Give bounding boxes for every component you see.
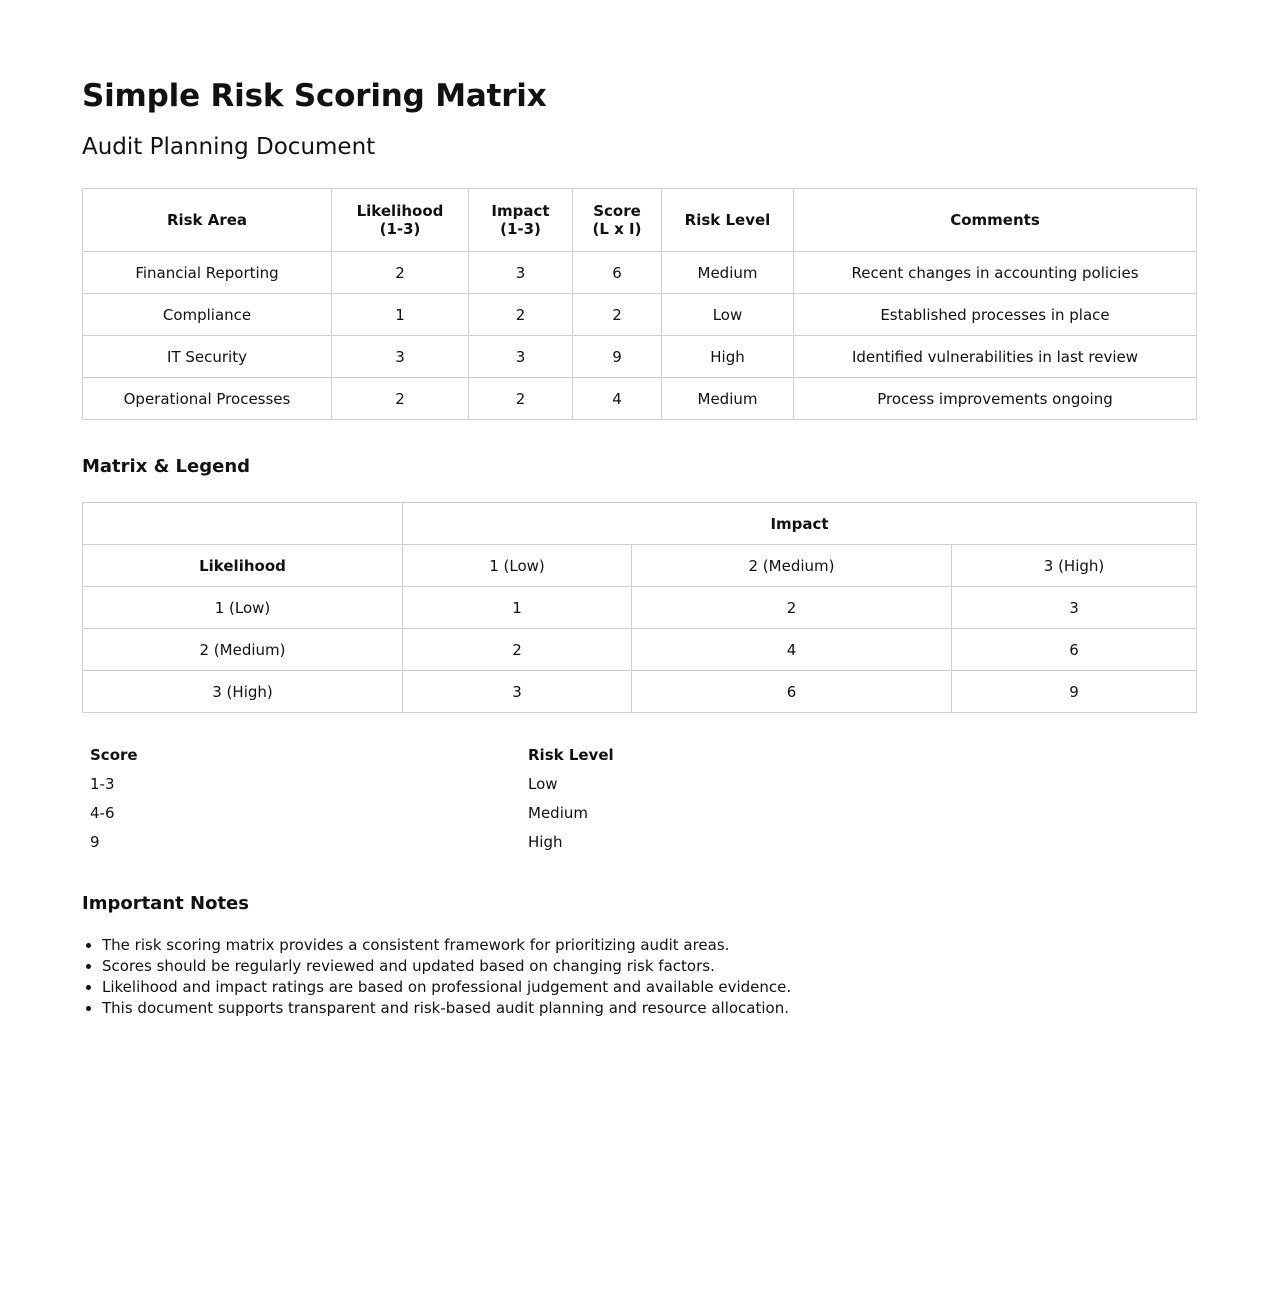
- table-row: [83, 252, 1197, 294]
- cell-comment: Process improvements ongoing: [794, 378, 1197, 420]
- cell-likelihood: 2: [332, 378, 469, 420]
- legend-score: 1-3: [90, 775, 115, 793]
- header-likelihood-line1: Likelihood: [356, 202, 444, 220]
- cell-impact: 2: [469, 378, 573, 420]
- cell-impact: 2: [469, 294, 573, 336]
- notes-title: Important Notes: [82, 893, 249, 914]
- cell-score: 6: [573, 252, 662, 294]
- matrix-likelihood-header: Likelihood: [83, 545, 403, 587]
- matrix-cell: 3: [952, 587, 1197, 629]
- table-row: [83, 294, 1197, 336]
- matrix-column-header-row: [83, 545, 1197, 587]
- header-score: [573, 189, 662, 252]
- matrix-cell: 2: [403, 629, 632, 671]
- matrix-cell: 4: [632, 629, 952, 671]
- header-comments: Comments: [794, 189, 1197, 252]
- cell-score: 9: [573, 336, 662, 378]
- legend-level: High: [528, 833, 563, 851]
- cell-risk-level: High: [662, 336, 794, 378]
- header-impact: [469, 189, 573, 252]
- cell-score: 2: [573, 294, 662, 336]
- matrix-cell: 1: [403, 587, 632, 629]
- risk-table: [82, 188, 1197, 420]
- legend-level: Medium: [528, 804, 588, 822]
- risk-matrix-table: [82, 502, 1197, 713]
- header-impact-line1: Impact: [491, 202, 550, 220]
- page-title: Simple Risk Scoring Matrix: [82, 78, 547, 114]
- cell-comment: Recent changes in accounting policies: [794, 252, 1197, 294]
- legend-score-header: Score: [90, 746, 138, 764]
- matrix-cell: 6: [632, 671, 952, 713]
- matrix-row: [83, 671, 1197, 713]
- table-row: [83, 336, 1197, 378]
- matrix-row-label: 3 (High): [83, 671, 403, 713]
- list-item: • Scores should be regularly reviewed and updated based on changing risk factors.: [102, 956, 1196, 977]
- score-legend: [82, 741, 1196, 857]
- list-item: • Likelihood and impact ratings are based on professional judgement and available evidence.: [102, 977, 1196, 998]
- page-subtitle: Audit Planning Document: [82, 134, 376, 160]
- header-score-line1: Score: [593, 202, 641, 220]
- cell-risk-level: Medium: [662, 252, 794, 294]
- cell-risk-area: Financial Reporting: [83, 252, 332, 294]
- list-item: • This document supports transparent and risk-based audit planning and resource allocation.: [102, 998, 1196, 1019]
- cell-risk-area: Compliance: [83, 294, 332, 336]
- header-score-line2: (L x I): [592, 220, 642, 238]
- matrix-impact-header-row: [83, 503, 1197, 545]
- header-likelihood: [332, 189, 469, 252]
- cell-impact: 3: [469, 336, 573, 378]
- risk-table-header-row: [83, 189, 1197, 252]
- matrix-cell: 9: [952, 671, 1197, 713]
- matrix-section-title: Matrix & Legend: [82, 456, 251, 477]
- cell-risk-area: IT Security: [83, 336, 332, 378]
- legend-score: 9: [90, 833, 100, 851]
- matrix-cell: 3: [403, 671, 632, 713]
- matrix-row-label: 1 (Low): [83, 587, 403, 629]
- matrix-corner-cell: [83, 503, 403, 545]
- legend-level: Low: [528, 775, 558, 793]
- cell-score: 4: [573, 378, 662, 420]
- matrix-impact-col-low: 1 (Low): [403, 545, 632, 587]
- cell-comment: Identified vulnerabilities in last review: [794, 336, 1197, 378]
- matrix-row: [83, 587, 1197, 629]
- matrix-row: [83, 629, 1197, 671]
- header-impact-line2: (1-3): [500, 220, 541, 238]
- cell-risk-area: Operational Processes: [83, 378, 332, 420]
- matrix-impact-header: Impact: [403, 503, 1197, 545]
- cell-comment: Established processes in place: [794, 294, 1197, 336]
- list-item: • The risk scoring matrix provides a consistent framework for prioritizing audit areas.: [102, 935, 1196, 956]
- cell-impact: 3: [469, 252, 573, 294]
- header-likelihood-line2: (1-3): [379, 220, 421, 238]
- cell-risk-level: Medium: [662, 378, 794, 420]
- matrix-impact-col-high: 3 (High): [952, 545, 1197, 587]
- cell-likelihood: 2: [332, 252, 469, 294]
- cell-risk-level: Low: [662, 294, 794, 336]
- legend-level-header: Risk Level: [528, 746, 614, 764]
- header-risk-level: Risk Level: [662, 189, 794, 252]
- matrix-impact-col-medium: 2 (Medium): [632, 545, 952, 587]
- notes-list: [82, 935, 1196, 1019]
- header-risk-area: Risk Area: [83, 189, 332, 252]
- matrix-row-label: 2 (Medium): [83, 629, 403, 671]
- cell-likelihood: 3: [332, 336, 469, 378]
- cell-likelihood: 1: [332, 294, 469, 336]
- legend-score: 4-6: [90, 804, 115, 822]
- matrix-cell: 6: [952, 629, 1197, 671]
- matrix-cell: 2: [632, 587, 952, 629]
- table-row: [83, 378, 1197, 420]
